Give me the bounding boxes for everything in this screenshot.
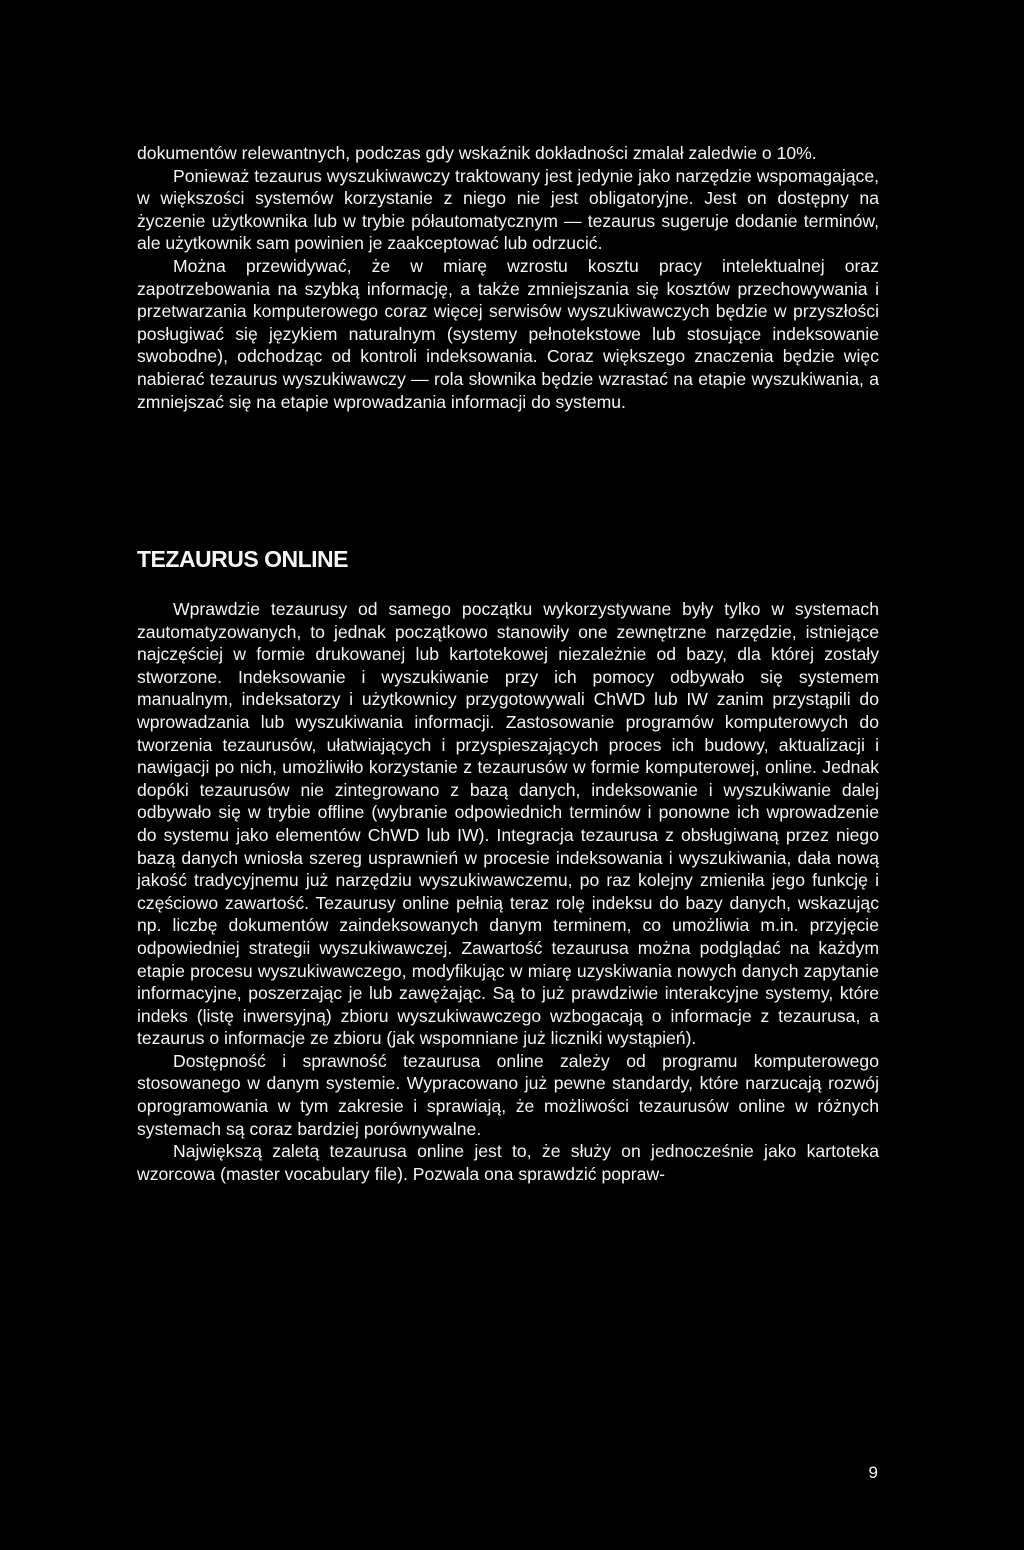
page-number: 9 [868, 1463, 878, 1482]
paragraph-natural-language-forecast: Można przewidywać, że w miarę wzrostu kosztu pracy intelektualnej oraz zapotrzebowania na szybką informację, a także zmniejszania się kosztów przechowywania i przetwarzania komputerowego coraz więcej serwisów wyszukiwawczych będzie w przyszłości posługiwać się językiem naturalnym (systemy pełnotekstowe lub stosujące indeksowanie swobodne), odchodząc od kontroli indeksowania. Coraz większego znaczenia będzie więc nabierać tezaurus wyszukiwawczy — rola słownika będzie wzrastać na etapie wyszukiwania, a zmniejszać się na etapie wprowadzania informacji do systemu. [137, 255, 879, 412]
text-block-bottom [137, 598, 879, 1185]
section-heading: TEZAURUS ONLINE [137, 546, 348, 572]
text-block-top [137, 142, 879, 413]
paragraph-online-thesaurus-history: Wprawdzie tezaurusy od samego początku wykorzystywane były tylko w systemach zautomatyzowanych, to jednak początkowo stanowiły one zewnętrzne narzędzie, istniejące najczęściej w formie drukowanej lub kartotekowej niezależnie od bazy, dla której zostały stworzone. Indeksowanie i wyszukiwanie przy ich pomocy odbywało się systemem manualnym, indeksatorzy i użytkownicy przygotowywali ChWD lub IW zanim przystąpili do wprowadzania lub wyszukiwania informacji. Zastosowanie programów komputerowych do tworzenia tezaurusów, ułatwiających i przyspieszających proces ich budowy, aktualizacji i nawigacji po nich, umożliwiło korzystanie z tezaurusów w formie komputerowej, online. Jednak dopóki tezaurusów nie zintegrowano z bazą danych, indeksowanie i wyszukiwanie dalej odbywało się w trybie offline (wybranie odpowiednich terminów i ponowne ich wprowadzenie do systemu jako elementów ChWD lub IW). Integracja tezaurusa z obsługiwaną przez niego bazą danych wniosła szereg usprawnień w procesie indeksowania i wyszukiwania, dała nową jakość tradycyjnemu już narzędziu wyszukiwawczemu, po raz kolejny zmieniła jego funkcję i częściowo zawartość. Tezaurusy online pełnią teraz rolę indeksu do bazy danych, wskazując np. liczbę dokumentów zaindeksowanych danym terminem, co umożliwia m.in. przyjęcie odpowiedniej strategii wyszukiwawczej. Zawartość tezaurusa można podglądać na każdym etapie procesu wyszukiwawczego, modyfikując w miarę uzyskiwania nowych danych zapytanie informacyjne, poszerzając je lub zawężając. Są to już prawdziwie interakcyjne systemy, które indeks (listę inwersyjną) zbioru wyszukiwawczego wzbogacają o informacje z tezaurusa, a tezaurus o informacje ze zbioru (jak wspomniane już liczniki wystąpień). [137, 599, 879, 1049]
paragraph-online-thesaurus-advantage: Największą zaletą tezaurusa online jest to, że służy on jednocześnie jako kartoteka wzorcowa (master vocabulary file). Pozwala ona sprawdzić popraw- [137, 1141, 879, 1184]
paragraph-thesaurus-optional: Ponieważ tezaurus wyszukiwawczy traktowany jest jedynie jako narzędzie wspomagające, w większości systemów korzystanie z niego nie jest obligatoryjne. Jest on dostępny na życzenie użytkownika lub w trybie półautomatycznym — tezaurus sugeruje dodanie terminów, ale użytkownik sam powinien je zaakceptować lub odrzucić. [137, 165, 879, 254]
paragraph-continuation: dokumentów relewantnych, podczas gdy wskaźnik dokładności zmalał zaledwie o 10%. [137, 143, 817, 163]
paragraph-online-thesaurus-availability: Dostępność i sprawność tezaurusa online zależy od programu komputerowego stosowanego w danym systemie. Wypracowano już pewne standardy, które narzucają rozwój oprogramowania w tym zakresie i sprawiają, że możliwości tezaurusów online w różnych systemach są coraz bardziej porównywalne. [137, 1050, 879, 1139]
